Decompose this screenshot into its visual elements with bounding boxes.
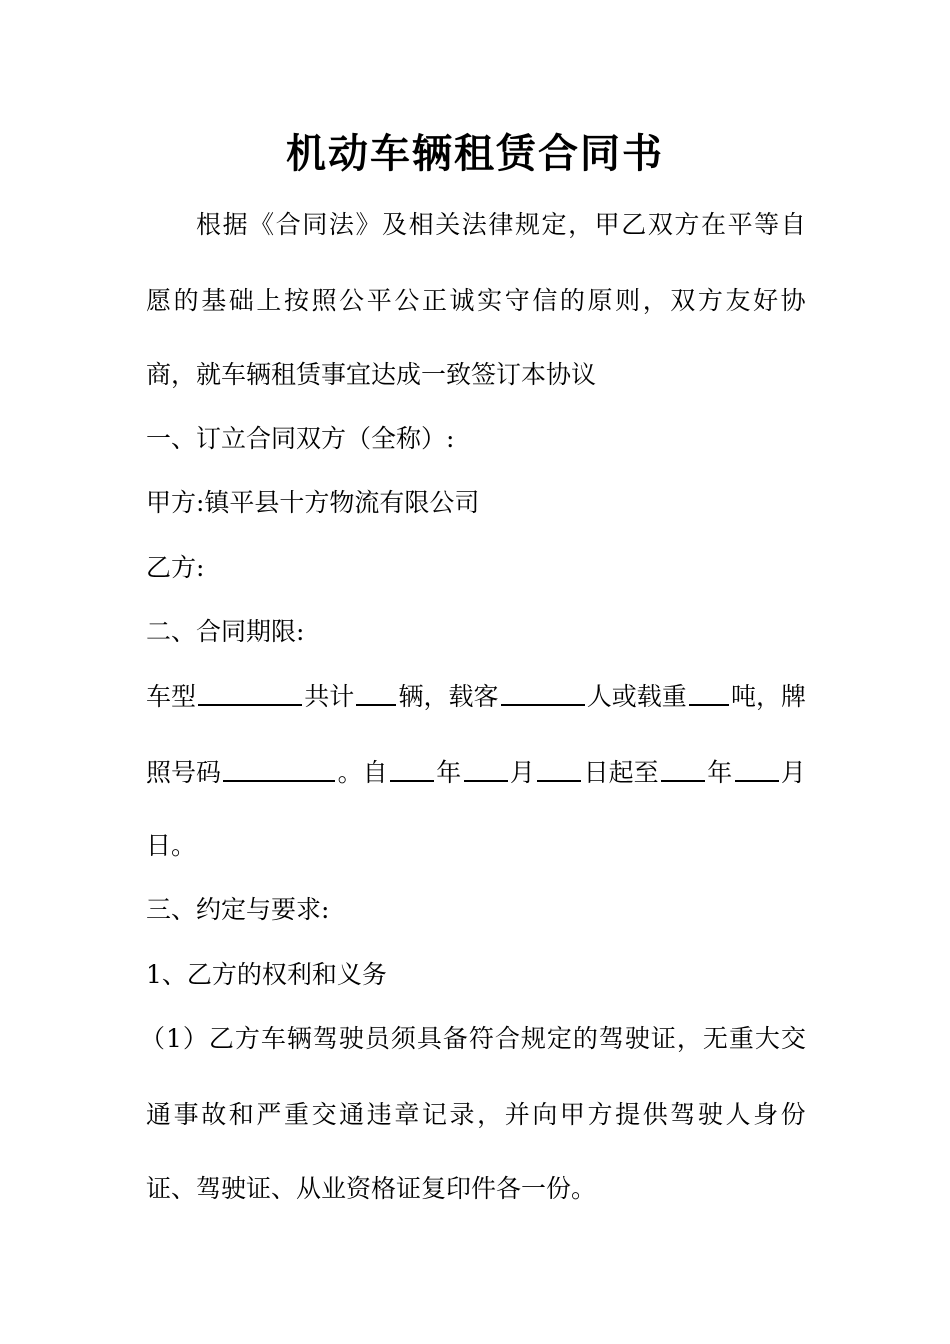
load-weight-blank — [689, 680, 729, 706]
item-1-line-1: （ 1 ） 乙 方 车 辆 驾 驶 员 须 具 备 符 合 规 定 的 驾 驶 证 ， 无 重 大 交 — [140, 1024, 806, 1053]
section-1-heading: 一、订立合同双方（全称）: — [146, 424, 455, 453]
section-2-heading: 二、合同期限: — [146, 617, 305, 646]
subsection-1-heading: 1、乙方的权利和义务 — [146, 960, 387, 989]
document-title: 机动车辆租赁合同书 — [286, 130, 664, 177]
year-label: 年 — [436, 758, 462, 787]
load-label: 人或载重 — [586, 682, 687, 711]
plate-number-blank — [223, 756, 335, 782]
vehicle-type-blank — [198, 680, 302, 706]
from-label: 。自 — [337, 758, 388, 787]
until-label: 日起至 — [583, 758, 659, 787]
end-year-blank — [661, 756, 705, 782]
end-month-label: 月 — [780, 758, 806, 787]
party-b-line: 乙方: — [146, 553, 205, 582]
vehicle-type-label: 车型 — [146, 682, 197, 711]
total-label: 共计 — [304, 682, 355, 711]
term-line-3: 日。 — [146, 831, 197, 860]
intro-line-2: 愿 的 基 础 上 按 照 公 平 公 正 诚 实 守 信 的 原 则 ， 双 方 友 好 协 — [146, 286, 806, 315]
start-day-blank — [537, 756, 581, 782]
term-line-2 — [146, 756, 806, 790]
party-a-line: 甲方:镇平县十方物流有限公司 — [146, 488, 480, 517]
section-3-heading: 三、约定与要求: — [146, 895, 330, 924]
start-year-blank — [390, 756, 434, 782]
passenger-label: 辆，载客 — [398, 682, 499, 711]
end-year-label: 年 — [707, 758, 733, 787]
item-1-line-2: 通 事 故 和 严 重 交 通 违 章 记 录 ， 并 向 甲 方 提 供 驾 驶 人 身 份 — [146, 1100, 806, 1129]
intro-line-1: 根 据 《 合 同 法 》 及 相 关 法 律 规 定 ， 甲 乙 双 方 在 平 等 自 — [196, 210, 806, 239]
end-month-blank — [735, 756, 779, 782]
passenger-count-blank — [501, 680, 585, 706]
item-1-line-3: 证、驾驶证、从业资格证复印件各一份。 — [146, 1174, 597, 1203]
month-label: 月 — [509, 758, 535, 787]
start-month-blank — [464, 756, 508, 782]
term-line-1 — [146, 680, 806, 714]
plate-number-label: 照号码 — [146, 758, 222, 787]
intro-line-3: 商，就车辆租赁事宜达成一致签订本协议 — [146, 360, 597, 389]
ton-plate-label: 吨，牌 — [730, 682, 806, 711]
vehicle-count-blank — [356, 680, 396, 706]
